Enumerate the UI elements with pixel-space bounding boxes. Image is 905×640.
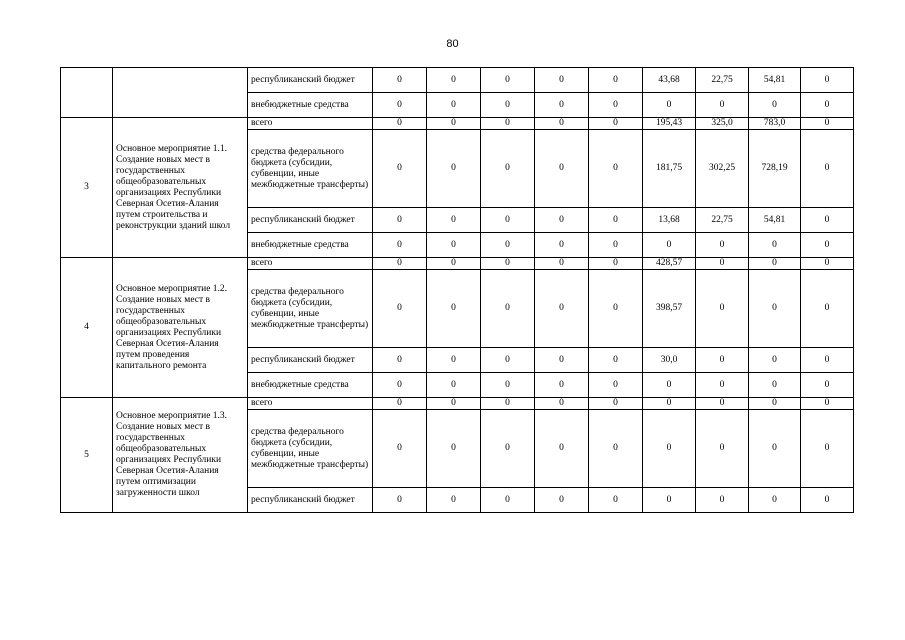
activity-name: Основное мероприятие 1.3. Создание новых мест в государственных общеобразовательных организациях Республики Северная Осетия-Алания путем оптимизации загруженности школ [113, 398, 248, 513]
amount-cell: 0 [801, 488, 854, 513]
funding-source: всего [248, 258, 373, 270]
amount-cell: 0 [481, 398, 535, 410]
activity-name: Основное мероприятие 1.2. Создание новых мест в государственных общеобразовательных организациях Республики Северная Осетия-Алания путем проведения капитального ремонта [113, 258, 248, 398]
amount-cell: 0 [801, 233, 854, 258]
amount-cell: 0 [643, 398, 696, 410]
amount-cell: 0 [535, 270, 589, 348]
amount-cell: 0 [801, 208, 854, 233]
amount-cell: 0 [427, 270, 481, 348]
amount-cell: 0 [801, 258, 854, 270]
amount-cell: 0 [643, 410, 696, 488]
amount-cell: 54,81 [749, 208, 801, 233]
amount-cell: 0 [535, 118, 589, 130]
amount-cell: 0 [749, 233, 801, 258]
amount-cell: 0 [427, 258, 481, 270]
amount-cell: 0 [481, 348, 535, 373]
amount-cell: 0 [373, 488, 427, 513]
amount-cell: 0 [643, 233, 696, 258]
amount-cell: 0 [589, 233, 643, 258]
amount-cell: 22,75 [696, 208, 749, 233]
funding-source: средства федерального бюджета (субсидии, субвенции, иные межбюджетные трансферты) [248, 270, 373, 348]
amount-cell: 0 [589, 130, 643, 208]
amount-cell: 0 [481, 118, 535, 130]
amount-cell: 0 [481, 233, 535, 258]
amount-cell: 302,25 [696, 130, 749, 208]
amount-cell: 398,57 [643, 270, 696, 348]
table-body [61, 68, 854, 513]
amount-cell: 0 [427, 398, 481, 410]
amount-cell: 0 [801, 93, 854, 118]
funding-source: республиканский бюджет [248, 348, 373, 373]
amount-cell: 0 [801, 118, 854, 130]
amount-cell: 0 [801, 398, 854, 410]
amount-cell: 0 [749, 373, 801, 398]
amount-cell: 0 [801, 348, 854, 373]
funding-source: внебюджетные средства [248, 93, 373, 118]
amount-cell: 0 [481, 208, 535, 233]
amount-cell: 0 [589, 118, 643, 130]
amount-cell: 0 [427, 93, 481, 118]
amount-cell: 0 [696, 258, 749, 270]
amount-cell: 0 [696, 233, 749, 258]
table-row [61, 118, 854, 130]
amount-cell: 0 [373, 233, 427, 258]
funding-source: всего [248, 118, 373, 130]
amount-cell: 54,81 [749, 68, 801, 93]
amount-cell: 0 [749, 410, 801, 488]
amount-cell: 0 [535, 93, 589, 118]
amount-cell: 0 [589, 488, 643, 513]
funding-source: внебюджетные средства [248, 233, 373, 258]
amount-cell: 0 [481, 68, 535, 93]
amount-cell: 0 [801, 68, 854, 93]
amount-cell: 0 [749, 93, 801, 118]
amount-cell: 325,0 [696, 118, 749, 130]
amount-cell: 0 [749, 348, 801, 373]
amount-cell: 0 [696, 270, 749, 348]
amount-cell: 0 [535, 488, 589, 513]
amount-cell: 0 [373, 410, 427, 488]
amount-cell: 0 [801, 130, 854, 208]
amount-cell: 0 [589, 258, 643, 270]
amount-cell: 195,43 [643, 118, 696, 130]
amount-cell: 0 [801, 410, 854, 488]
amount-cell: 22,75 [696, 68, 749, 93]
amount-cell: 0 [427, 233, 481, 258]
amount-cell: 0 [481, 270, 535, 348]
amount-cell: 0 [535, 208, 589, 233]
amount-cell: 0 [535, 233, 589, 258]
funding-source: всего [248, 398, 373, 410]
amount-cell: 0 [535, 130, 589, 208]
amount-cell: 0 [696, 398, 749, 410]
amount-cell: 13,68 [643, 208, 696, 233]
amount-cell: 0 [535, 373, 589, 398]
amount-cell: 783,0 [749, 118, 801, 130]
funding-source: республиканский бюджет [248, 208, 373, 233]
activity-name: Основное мероприятие 1.1. Создание новых мест в государственных общеобразовательных организациях Республики Северная Осетия-Алания путем строительства и реконструкции зданий школ [113, 118, 248, 258]
amount-cell: 0 [373, 270, 427, 348]
amount-cell: 0 [373, 373, 427, 398]
amount-cell: 0 [373, 348, 427, 373]
amount-cell: 0 [643, 488, 696, 513]
amount-cell: 0 [696, 488, 749, 513]
amount-cell: 0 [427, 488, 481, 513]
amount-cell: 0 [696, 373, 749, 398]
amount-cell: 728,19 [749, 130, 801, 208]
amount-cell: 43,68 [643, 68, 696, 93]
amount-cell: 0 [535, 398, 589, 410]
amount-cell: 0 [535, 348, 589, 373]
amount-cell: 30,0 [643, 348, 696, 373]
amount-cell: 0 [589, 93, 643, 118]
amount-cell: 0 [427, 130, 481, 208]
amount-cell: 0 [373, 68, 427, 93]
table-row [61, 68, 854, 93]
amount-cell: 0 [373, 208, 427, 233]
amount-cell: 0 [373, 130, 427, 208]
amount-cell: 0 [749, 270, 801, 348]
amount-cell: 0 [589, 410, 643, 488]
amount-cell: 181,75 [643, 130, 696, 208]
amount-cell: 0 [589, 208, 643, 233]
amount-cell: 0 [373, 93, 427, 118]
activity-name [113, 68, 248, 118]
amount-cell: 0 [589, 398, 643, 410]
amount-cell: 0 [696, 93, 749, 118]
amount-cell: 0 [427, 208, 481, 233]
funding-source: республиканский бюджет [248, 488, 373, 513]
funding-source: средства федерального бюджета (субсидии, субвенции, иные межбюджетные трансферты) [248, 410, 373, 488]
amount-cell: 0 [801, 373, 854, 398]
amount-cell: 0 [481, 488, 535, 513]
amount-cell: 0 [589, 270, 643, 348]
amount-cell: 0 [749, 258, 801, 270]
funding-source: внебюджетные средства [248, 373, 373, 398]
table-row [61, 398, 854, 410]
amount-cell: 0 [749, 398, 801, 410]
funding-source: средства федерального бюджета (субсидии, субвенции, иные межбюджетные трансферты) [248, 130, 373, 208]
amount-cell: 0 [427, 68, 481, 93]
amount-cell: 0 [481, 93, 535, 118]
amount-cell: 0 [373, 258, 427, 270]
amount-cell: 0 [749, 488, 801, 513]
amount-cell: 0 [589, 373, 643, 398]
funding-source: республиканский бюджет [248, 68, 373, 93]
amount-cell: 0 [589, 348, 643, 373]
amount-cell: 0 [535, 410, 589, 488]
amount-cell: 0 [427, 118, 481, 130]
table-row [61, 258, 854, 270]
amount-cell: 428,57 [643, 258, 696, 270]
amount-cell: 0 [427, 373, 481, 398]
amount-cell: 0 [481, 130, 535, 208]
amount-cell: 0 [481, 373, 535, 398]
amount-cell: 0 [535, 258, 589, 270]
amount-cell: 0 [373, 398, 427, 410]
amount-cell: 0 [643, 93, 696, 118]
amount-cell: 0 [643, 373, 696, 398]
amount-cell: 0 [427, 348, 481, 373]
row-number: 3 [61, 118, 113, 258]
amount-cell: 0 [696, 410, 749, 488]
amount-cell: 0 [589, 68, 643, 93]
amount-cell: 0 [696, 348, 749, 373]
row-number [61, 68, 113, 118]
amount-cell: 0 [373, 118, 427, 130]
amount-cell: 0 [481, 258, 535, 270]
budget-table [60, 67, 854, 513]
amount-cell: 0 [427, 410, 481, 488]
amount-cell: 0 [535, 68, 589, 93]
page-number: 80 [446, 38, 459, 50]
amount-cell: 0 [481, 410, 535, 488]
amount-cell: 0 [801, 270, 854, 348]
row-number: 4 [61, 258, 113, 398]
row-number: 5 [61, 398, 113, 513]
